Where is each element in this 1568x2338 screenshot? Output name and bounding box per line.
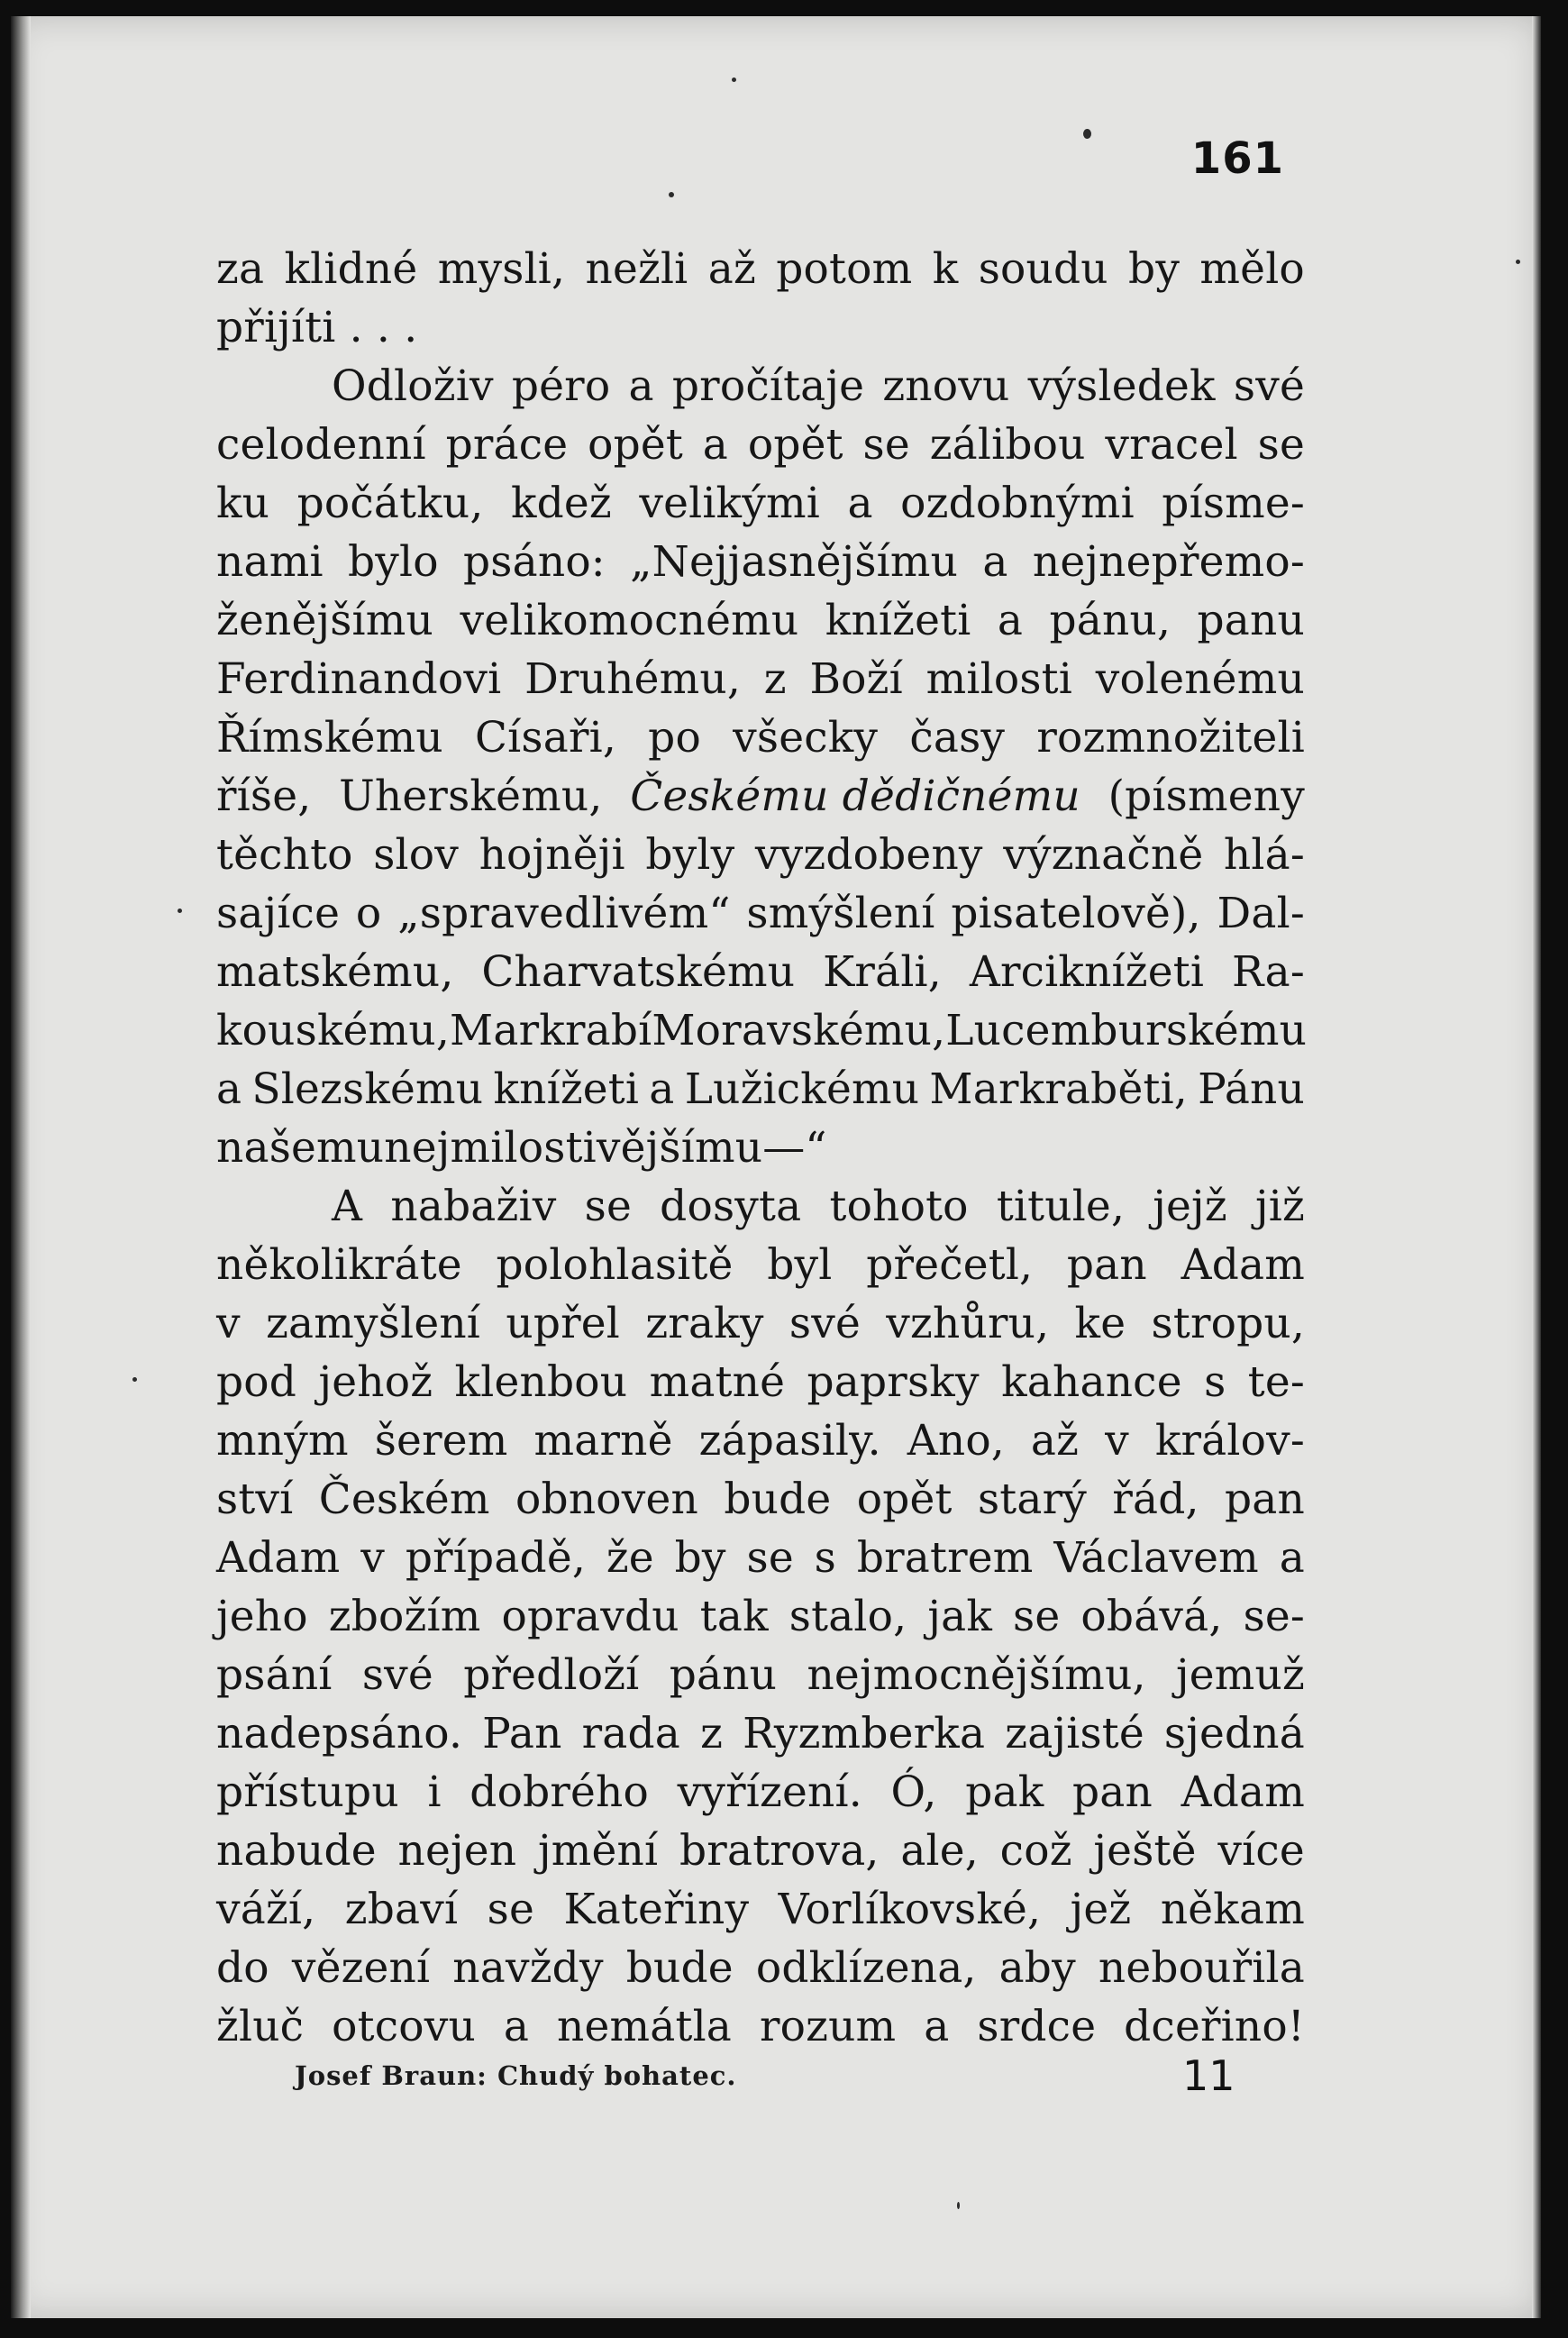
word: zamyšlení: [266, 1299, 481, 1348]
word: byly: [645, 830, 735, 880]
word: celodenní: [216, 420, 426, 470]
text-line: [216, 1529, 1305, 1587]
word: odklízena,: [755, 1943, 977, 1993]
word: dosyta: [660, 1182, 802, 1231]
word: vyřízení.: [677, 1767, 862, 1817]
text-line: [216, 357, 1305, 416]
word: pak: [965, 1767, 1044, 1817]
word: pisatelově),: [951, 889, 1201, 938]
text-line: [216, 591, 1305, 650]
word: Druhému,: [524, 654, 741, 704]
word: všecky: [733, 713, 879, 763]
word: těchto: [216, 830, 353, 880]
word: „Nejjasnějšímu: [630, 537, 959, 587]
word: Králi,: [823, 947, 942, 997]
word: byl: [767, 1240, 833, 1290]
page-edge-left: [11, 16, 31, 2318]
word: jmění: [538, 1826, 659, 1876]
word: Slezskému: [251, 1064, 484, 1114]
word: pročítaje: [671, 361, 865, 411]
text-line: [216, 943, 1305, 1001]
word: —“: [762, 1123, 827, 1173]
print-speck: [178, 909, 182, 913]
word: Českému dědičnému: [630, 772, 1080, 821]
word: pod: [216, 1357, 297, 1407]
text-line: [216, 416, 1305, 474]
word: váží,: [216, 1885, 316, 1934]
word: Arciknížeti: [969, 947, 1205, 997]
word: matné: [649, 1357, 786, 1407]
word: kouskému,: [216, 1006, 451, 1055]
word: a: [503, 2002, 530, 2051]
word: jež: [1070, 1885, 1132, 1934]
word: znovu: [882, 361, 1010, 411]
word: bude: [724, 1475, 832, 1524]
word: v: [1105, 1416, 1129, 1466]
word: nami: [216, 537, 324, 587]
word: žluč: [216, 2002, 305, 2051]
word: opět: [747, 420, 843, 470]
word: upřel: [506, 1299, 621, 1348]
word: kahance: [1001, 1357, 1182, 1407]
word: aby: [998, 1943, 1076, 1993]
word: a: [216, 1064, 242, 1114]
word: obnoven: [515, 1475, 699, 1524]
word: předloží: [463, 1650, 640, 1700]
word: našemu: [216, 1123, 385, 1173]
word: Ra-: [1232, 947, 1305, 997]
word: by: [1128, 244, 1181, 294]
text-line: [216, 1646, 1305, 1704]
text-line: [216, 1294, 1305, 1353]
word: nabude: [216, 1826, 377, 1876]
word: se: [584, 1182, 632, 1231]
word: Ryzmberka: [743, 1709, 986, 1758]
word: jak: [927, 1592, 993, 1641]
text-line: [216, 1587, 1305, 1646]
print-speck: [669, 192, 674, 197]
word: Ferdinandovi: [216, 654, 502, 704]
word: do: [216, 1943, 269, 1993]
word: Římskému: [216, 713, 443, 763]
word: Císaři,: [475, 713, 616, 763]
word: a: [1279, 1533, 1305, 1583]
print-speck: [732, 78, 736, 82]
word: což: [999, 1826, 1072, 1876]
word: Uherskému,: [339, 772, 603, 821]
word: Václavem: [1053, 1533, 1259, 1583]
footer-signature: Josef Braun: Chudý bohatec.: [295, 2060, 737, 2091]
word: až: [707, 244, 756, 294]
word: volenému: [1095, 654, 1305, 704]
word: te-: [1247, 1357, 1305, 1407]
text-line: [216, 650, 1305, 708]
word: pan: [1071, 1767, 1153, 1817]
word: dceřino!: [1124, 2002, 1305, 2051]
word: Kateřiny: [563, 1885, 750, 1934]
word: Vorlíkovské,: [778, 1885, 1042, 1934]
word: k: [932, 244, 959, 294]
word: tohoto: [829, 1182, 969, 1231]
word: mysli,: [437, 244, 566, 294]
word: ství: [216, 1475, 294, 1524]
word: že: [606, 1533, 654, 1583]
word: ještě: [1093, 1826, 1197, 1876]
word: hlá-: [1223, 830, 1305, 880]
word: bylo: [347, 537, 439, 587]
word: králov-: [1154, 1416, 1305, 1466]
word: obává,: [1080, 1592, 1223, 1641]
word: práce: [445, 420, 569, 470]
word: navždy: [452, 1943, 604, 1993]
word: starý: [977, 1475, 1088, 1524]
word: řád,: [1112, 1475, 1199, 1524]
word: panu: [1197, 596, 1305, 645]
word: nejmilostivějšímu: [384, 1123, 763, 1173]
text-line: [216, 1470, 1305, 1529]
word: nabaživ: [390, 1182, 557, 1231]
text-line: [216, 826, 1305, 884]
word: a: [997, 596, 1024, 645]
word: pan: [1066, 1240, 1147, 1290]
word: rada: [581, 1709, 681, 1758]
word: bratrem: [856, 1533, 1034, 1583]
word: Markrabí: [450, 1006, 652, 1055]
word: písme-: [1162, 479, 1305, 528]
word: marně: [533, 1416, 673, 1466]
page-number: 161: [1190, 133, 1284, 184]
word: své: [1233, 361, 1305, 411]
word: „spravedlivém“: [397, 889, 731, 938]
word: přístupu: [216, 1767, 399, 1817]
word: sjedná: [1163, 1709, 1305, 1758]
word: knížeti: [493, 1064, 640, 1114]
word: zraky: [645, 1299, 764, 1348]
word: výsledek: [1027, 361, 1216, 411]
word: a: [982, 537, 1008, 587]
word: a: [649, 1064, 675, 1114]
word: vězení: [291, 1943, 431, 1993]
word: Adam: [216, 1533, 341, 1583]
word: po: [648, 713, 701, 763]
word: nežli: [585, 244, 688, 294]
word: pan: [1225, 1475, 1305, 1524]
word: nejnepřemo-: [1032, 537, 1305, 587]
word: by: [674, 1533, 726, 1583]
text-line: [216, 884, 1305, 943]
word: vzhůru,: [886, 1299, 1050, 1348]
word: případě,: [405, 1533, 586, 1583]
word: Boží: [809, 654, 903, 704]
word: tak: [699, 1592, 769, 1641]
word: dobrého: [469, 1767, 649, 1817]
word: v: [216, 1299, 241, 1348]
word: časy: [909, 713, 1006, 763]
word: několikráte: [216, 1240, 462, 1290]
word: a: [924, 2002, 950, 2051]
word: psání: [216, 1650, 333, 1700]
word: jemuž: [1175, 1650, 1305, 1700]
word: Českém: [318, 1475, 490, 1524]
word: se: [1257, 420, 1305, 470]
word: nejmocnějšímu,: [807, 1650, 1146, 1700]
word: potom: [776, 244, 913, 294]
word: Lucemburskému: [945, 1006, 1308, 1055]
word: počátku,: [296, 479, 484, 528]
word: i: [427, 1767, 442, 1817]
word: soudu: [978, 244, 1108, 294]
word: matskému,: [216, 947, 454, 997]
word: až: [1030, 1416, 1080, 1466]
print-speck: [957, 2202, 960, 2209]
signature-mark: 11: [1182, 2051, 1235, 2100]
word: titule,: [996, 1182, 1126, 1231]
page-edge-right: [1532, 16, 1541, 2318]
word: se-: [1243, 1592, 1305, 1641]
text-line: [216, 1119, 1305, 1177]
word: zápasily.: [698, 1416, 881, 1466]
word: zbaví: [344, 1885, 459, 1934]
word: s: [1204, 1357, 1226, 1407]
word: stropu,: [1151, 1299, 1305, 1348]
word: rozmnožiteli: [1036, 713, 1305, 763]
word: Dal-: [1217, 889, 1305, 938]
word: více: [1217, 1826, 1305, 1876]
text-line: [216, 1939, 1305, 1997]
word: bude: [625, 1943, 734, 1993]
word: opravdu: [501, 1592, 679, 1641]
word: vracel: [1105, 420, 1238, 470]
text-line: [216, 1236, 1305, 1294]
word: ozdobnými: [900, 479, 1135, 528]
word: Odloživ: [332, 361, 494, 411]
word: mným: [216, 1416, 349, 1466]
word: ke: [1074, 1299, 1126, 1348]
word: Charvatskému: [481, 947, 796, 997]
word: A: [332, 1182, 363, 1231]
text-line: [216, 1177, 1305, 1236]
text-line: [216, 1997, 1305, 2056]
word: zálibou: [929, 420, 1086, 470]
word: Adam: [1181, 1767, 1305, 1817]
word: nadepsáno.: [216, 1709, 463, 1758]
word: srdce: [977, 2002, 1097, 2051]
word: se: [746, 1533, 794, 1583]
word: knížeti: [825, 596, 971, 645]
word: otcovu: [332, 2002, 476, 2051]
text-line: [216, 474, 1305, 533]
body-text: [216, 240, 1308, 2056]
word: z: [763, 654, 787, 704]
word: mělo: [1199, 244, 1305, 294]
word: význačně: [1003, 830, 1204, 880]
text-line: [216, 1763, 1305, 1822]
word: a: [702, 420, 729, 470]
word: slov: [373, 830, 460, 880]
word: hojněji: [479, 830, 625, 880]
word: jehož: [318, 1357, 433, 1407]
word: psáno:: [463, 537, 606, 587]
word: a: [847, 479, 873, 528]
word: opět: [588, 420, 683, 470]
word: rozum: [759, 2002, 897, 2051]
word: nejen: [397, 1826, 517, 1876]
word: Adam: [1181, 1240, 1305, 1290]
print-speck: [132, 1377, 137, 1382]
word: Ó,: [890, 1767, 937, 1817]
word: velikými: [639, 479, 820, 528]
word: ženějšímu: [216, 596, 434, 645]
word: polohlasitě: [496, 1240, 734, 1290]
word: klidné: [284, 244, 418, 294]
word: jejž: [1153, 1182, 1227, 1231]
word: Markraběti,: [929, 1064, 1188, 1114]
word: pánu: [669, 1650, 778, 1700]
word: někam: [1160, 1885, 1305, 1934]
word: za: [216, 244, 265, 294]
word: smýšlení: [746, 889, 935, 938]
word: (písmeny: [1108, 772, 1305, 821]
word: nebouřila: [1098, 1943, 1305, 1993]
text-line: [216, 1822, 1305, 1880]
word: klenbou: [454, 1357, 628, 1407]
page-footer: [11, 2051, 1541, 2105]
word: Ano,: [907, 1416, 1005, 1466]
word: s: [814, 1533, 836, 1583]
word: péro: [511, 361, 611, 411]
word: se: [862, 420, 910, 470]
word: milosti: [925, 654, 1072, 704]
word: o: [355, 889, 382, 938]
word: se: [1013, 1592, 1061, 1641]
word: Moravskému,: [652, 1006, 946, 1055]
text-line: [216, 1001, 1308, 1060]
word: přečetl,: [866, 1240, 1034, 1290]
text-line: [216, 1880, 1305, 1939]
word: velikomocnému: [460, 596, 799, 645]
word: sajíce: [216, 889, 341, 938]
word: přijíti . . .: [216, 303, 418, 352]
book-page: [11, 16, 1541, 2318]
word: své: [789, 1299, 861, 1348]
word: Pan: [482, 1709, 562, 1758]
text-line: [216, 240, 1305, 298]
word: zbožím: [328, 1592, 481, 1641]
text-line: [216, 533, 1305, 591]
text-line: [216, 1060, 1305, 1119]
word: z: [700, 1709, 724, 1758]
print-speck: [1083, 129, 1091, 139]
word: Pánu: [1198, 1064, 1305, 1114]
word: nemátla: [557, 2002, 733, 2051]
word: pánu,: [1049, 596, 1171, 645]
word: již: [1254, 1182, 1305, 1231]
word: říše,: [216, 772, 312, 821]
word: a: [628, 361, 654, 411]
word: zajisté: [1005, 1709, 1144, 1758]
word: vyzdobeny: [754, 830, 983, 880]
word: své: [361, 1650, 433, 1700]
print-speck: [1516, 260, 1520, 264]
word: v: [360, 1533, 386, 1583]
text-line: [216, 1411, 1305, 1470]
word: jeho: [216, 1592, 308, 1641]
word: opět: [856, 1475, 953, 1524]
word: stalo,: [789, 1592, 907, 1641]
word: ku: [216, 479, 270, 528]
word: šerem: [374, 1416, 508, 1466]
word: bratrova,: [679, 1826, 880, 1876]
word: se: [487, 1885, 534, 1934]
text-line: [216, 708, 1305, 767]
text-line: [216, 1353, 1305, 1411]
word: paprsky: [807, 1357, 980, 1407]
text-line: [216, 767, 1305, 826]
text-line: [216, 298, 1305, 357]
text-line: [216, 1704, 1305, 1763]
word: kdež: [510, 479, 612, 528]
word: Lužickému: [684, 1064, 920, 1114]
word: ale,: [900, 1826, 979, 1876]
